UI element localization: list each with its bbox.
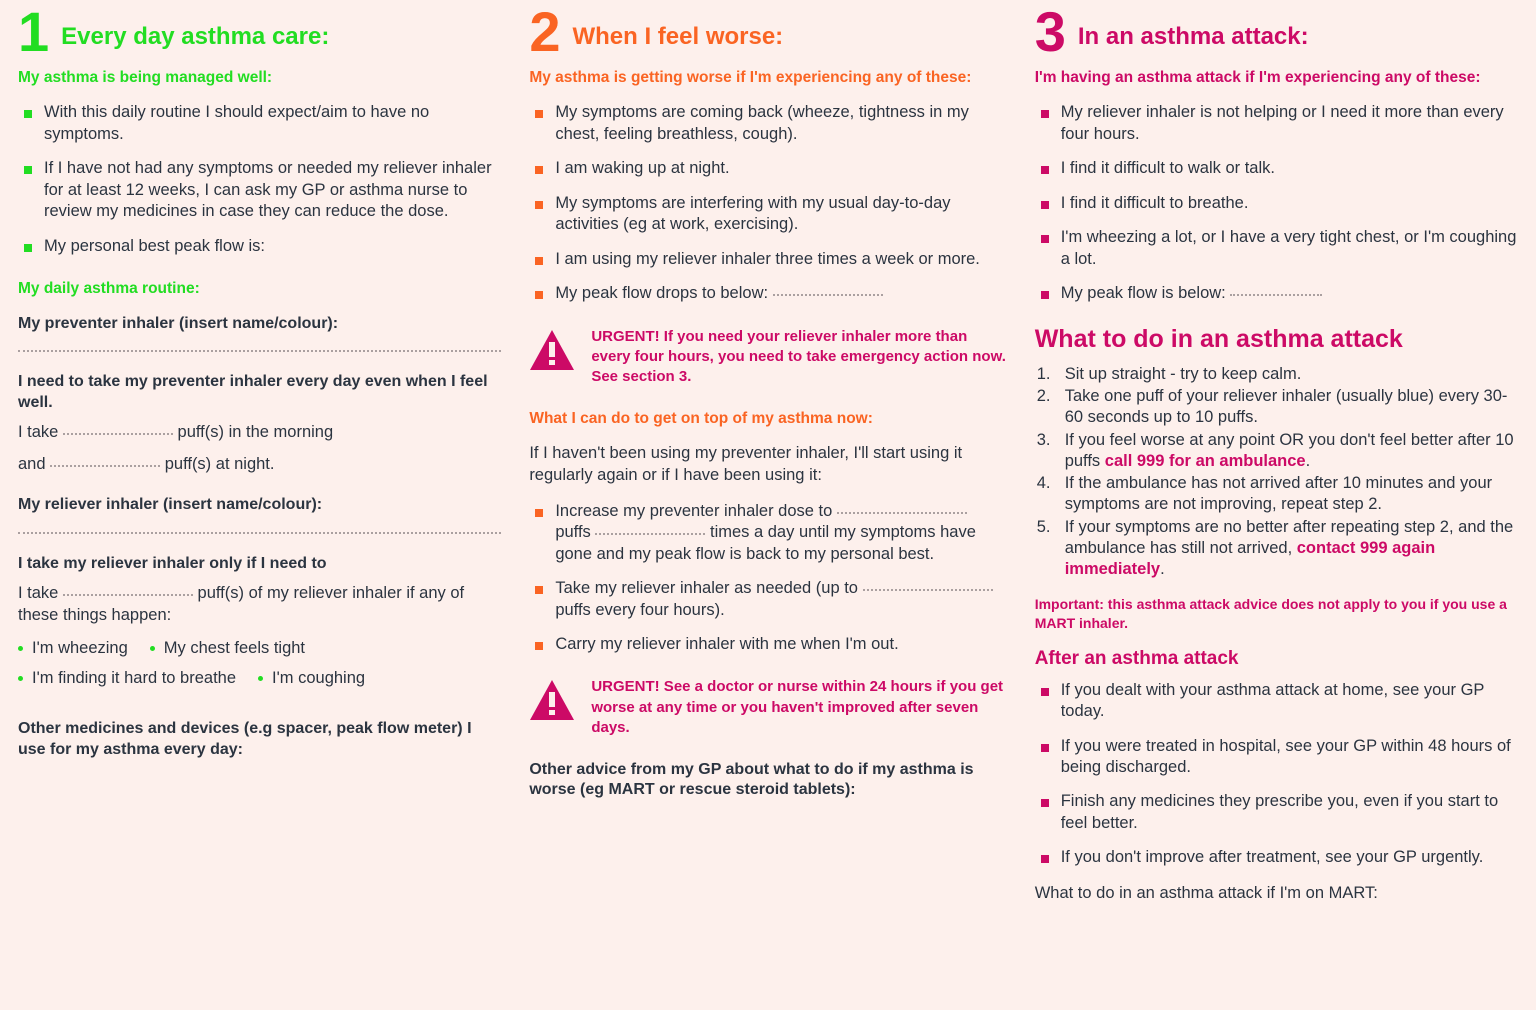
call-999-emphasis: call 999 for an ambulance	[1104, 451, 1306, 470]
urgent-callout-2-text: URGENT! See a doctor or nurse within 24 hours if you get worse at any time or you haven't improved after seven days.	[591, 678, 1004, 736]
list-item: I find it difficult to breathe.	[1035, 193, 1518, 214]
reliever-as-needed-blank[interactable]	[863, 589, 993, 591]
symptom-item: I'm finding it hard to breathe	[18, 667, 236, 689]
night-dose-pre: and	[18, 454, 46, 473]
after-attack-heading: After an asthma attack	[1034, 647, 1239, 669]
night-dose-post: puff(s) at night.	[164, 454, 275, 473]
attack-steps-list	[1035, 364, 1518, 580]
list-item: My symptoms are interfering with my usual day-to-day activities (eg at work, exercising).	[529, 193, 1006, 236]
reliever-dose-pre: I take	[18, 584, 59, 603]
morning-dose-pre: I take	[18, 422, 59, 441]
increase-dose-blank-1[interactable]	[837, 512, 967, 514]
symptom-list-row2	[18, 667, 501, 689]
step-item	[1035, 430, 1518, 472]
reliever-dose-blank[interactable]	[63, 594, 193, 596]
reliever-as-needed-item	[529, 578, 1006, 621]
peak-flow-below-label: My peak flow is below:	[1060, 284, 1226, 303]
reliever-inhaler-heading: My reliever inhaler (insert name/colour):	[18, 496, 323, 514]
urgent-callout-1	[529, 327, 1006, 387]
section-in-an-asthma-attack	[1034, 0, 1518, 1010]
increase-dose-mid: puffs	[555, 523, 591, 542]
increase-dose-post: times a day until my symptoms have gone and my peak flow is back to my personal best.	[555, 523, 976, 563]
increase-dose-blank-2[interactable]	[595, 533, 705, 535]
symptom-item: My chest feels tight	[150, 637, 305, 659]
section-every-day-asthma-care	[18, 0, 529, 1010]
step-item	[1035, 517, 1518, 579]
morning-dose-post: puff(s) in the morning	[177, 422, 334, 441]
step5-post: .	[1160, 559, 1165, 578]
section3-header	[1034, 0, 1518, 63]
preventer-inhaler-blank[interactable]	[18, 350, 501, 352]
list-item: My symptoms are coming back (wheeze, tightness in my chest, feeling breathless, cough).	[529, 102, 1006, 145]
after-attack-list	[1035, 680, 1518, 869]
reliever-as-needed-post: puffs every four hours).	[555, 600, 725, 619]
warning-triangle-icon	[529, 679, 575, 721]
reliever-as-needed-pre: Take my reliever inhaler as needed (up to	[555, 579, 858, 598]
list-item: If you were treated in hospital, see your GP within 48 hours of being discharged.	[1035, 736, 1518, 779]
step5-pre: If your symptoms are no better after repeating step 2, and the ambulance has still not arrived,	[1064, 517, 1514, 557]
other-medicines-heading: Other medicines and devices (e.g spacer, peak flow meter) I use for my asthma every day:	[18, 720, 472, 758]
step-item: Sit up straight - try to keep calm.	[1064, 364, 1302, 383]
section3-bullet-list	[1035, 102, 1518, 304]
what-i-can-do-heading: What I can do to get on top of my asthma now:	[529, 409, 873, 427]
list-item: Finish any medicines they prescribe you, even if you start to feel better.	[1035, 791, 1518, 834]
other-advice-heading: Other advice from my GP about what to do if my asthma is worse (eg MART or rescue steroid tablets):	[529, 760, 974, 799]
peak-flow-drop-label: My peak flow drops to below:	[555, 284, 769, 303]
list-item: I am using my reliever inhaler three times a week or more.	[529, 249, 1006, 270]
mart-important-note: Important: this asthma attack advice does not apply to you if you use a MART inhaler.	[1034, 596, 1507, 631]
list-item: If you dealt with your asthma attack at home, see your GP today.	[1035, 680, 1518, 723]
section1-numeral: 1	[18, 0, 48, 63]
what-to-do-heading: What to do in an asthma attack	[1034, 324, 1403, 353]
reliever-only-heading: I take my reliever inhaler only if I need to	[18, 555, 327, 573]
section1-bullet-list	[18, 102, 501, 257]
what-i-can-do-body: If I haven't been using my preventer inhaler, I'll start using it regularly again or if I have been using it:	[529, 444, 963, 485]
step-item: Take one puff of your reliever inhaler (usually blue) every 30-60 seconds up to 10 puffs.	[1064, 387, 1508, 427]
list-item: I am waking up at night.	[529, 158, 1006, 179]
list-item: If you don't improve after treatment, see your GP urgently.	[1035, 847, 1518, 868]
step3-post: .	[1305, 451, 1311, 470]
section2-numeral: 2	[529, 0, 559, 63]
peak-flow-drop-item	[529, 283, 1006, 304]
warning-triangle-icon	[529, 329, 575, 371]
section3-title: In an asthma attack:	[1077, 23, 1309, 50]
urgent-callout-2	[529, 677, 1006, 737]
contact-999-emphasis: contact 999 again immediately	[1064, 538, 1436, 578]
reliever-dose-post: puff(s) of my reliever inhaler if any of these things happen:	[18, 584, 465, 624]
step3-pre: If you feel worse at any point OR you don't feel better after 10 puffs	[1064, 430, 1514, 470]
daily-routine-heading: My daily asthma routine:	[18, 280, 200, 298]
increase-dose-item	[529, 501, 1006, 565]
section2-bullet-list	[529, 102, 1006, 304]
symptom-item: I'm wheezing	[18, 637, 128, 659]
list-item: With this daily routine I should expect/aim to have no symptoms.	[18, 102, 501, 145]
peak-flow-below-item	[1035, 283, 1518, 304]
mart-tail-line: What to do in an asthma attack if I'm on MART:	[1034, 883, 1378, 902]
list-item: I'm wheezing a lot, or I have a very tight chest, or I'm coughing a lot.	[1035, 227, 1518, 270]
night-dose-line	[18, 454, 501, 476]
list-item: If I have not had any symptoms or needed my reliever inhaler for at least 12 weeks, I can ask my GP or asthma nurse to review my medicines in case they can reduce the dose.	[18, 158, 501, 222]
section-when-i-feel-worse	[529, 0, 1034, 1010]
symptom-item: I'm coughing	[258, 667, 365, 689]
peak-flow-drop-blank[interactable]	[773, 294, 883, 296]
section1-title: Every day asthma care:	[61, 23, 330, 50]
list-item: My reliever inhaler is not helping or I need it more than every four hours.	[1035, 102, 1518, 145]
section1-header	[18, 0, 501, 63]
section1-lead: My asthma is being managed well:	[18, 69, 273, 86]
morning-dose-blank[interactable]	[63, 433, 173, 435]
preventer-inhaler-heading: My preventer inhaler (insert name/colour):	[18, 314, 339, 332]
section2-title: When I feel worse:	[572, 23, 784, 50]
section2-action-list	[529, 501, 1006, 656]
reliever-dose-line	[18, 583, 501, 627]
peak-flow-below-blank[interactable]	[1230, 294, 1322, 296]
list-item: I find it difficult to walk or talk.	[1035, 158, 1518, 179]
morning-dose-line	[18, 422, 501, 444]
section2-lead: My asthma is getting worse if I'm experiencing any of these:	[529, 69, 972, 86]
step-item: If the ambulance has not arrived after 10 minutes and your symptoms are not improving, repeat step 2.	[1064, 474, 1493, 514]
urgent-callout-1-text: URGENT! If you need your reliever inhaler more than every four hours, you need to take emergency action now. See section 3.	[591, 327, 1006, 385]
night-dose-blank[interactable]	[50, 465, 160, 467]
reliever-inhaler-blank[interactable]	[18, 532, 501, 534]
preventer-daily-note: I need to take my preventer inhaler every day even when I feel well.	[18, 373, 488, 412]
symptom-list-row1	[18, 637, 501, 659]
list-item: My personal best peak flow is:	[18, 236, 501, 257]
list-item: Carry my reliever inhaler with me when I'm out.	[529, 634, 1006, 655]
section2-header	[529, 0, 1006, 63]
increase-dose-pre: Increase my preventer inhaler dose to	[555, 501, 833, 520]
section3-lead: I'm having an asthma attack if I'm experiencing any of these:	[1034, 69, 1481, 86]
section3-numeral: 3	[1034, 0, 1064, 63]
